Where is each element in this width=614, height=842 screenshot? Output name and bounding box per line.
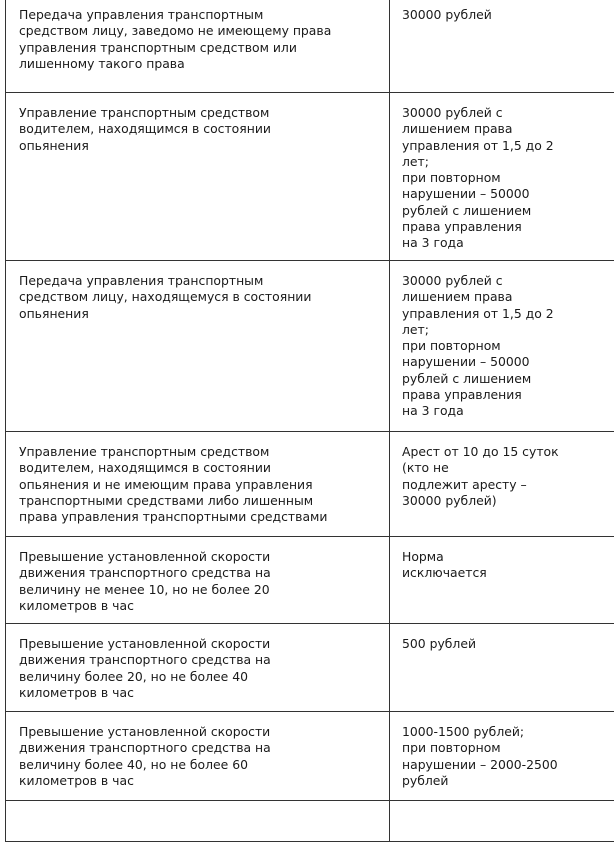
offense-cell: Превышение установленной скорости движения транспортного средства на величину не менее 10, но не более 20 километров в час [6,537,390,624]
table-row [6,0,614,93]
table-row [6,93,614,261]
fines-table [5,0,614,842]
offense-cell: Управление транспортным средством водителем, находящимся в состоянии опьянения и не имеющим права управления транспортными средствами либо лишенным права управления транспортными средствами [6,432,390,537]
offense-cell [6,801,390,842]
penalty-cell: 500 рублей [390,624,614,712]
penalty-cell: 30000 рублей с лишением права управления от 1,5 до 2 лет; при повторном нарушении – 50000 рублей с лишением права управления на 3 года [390,93,614,261]
offense-cell: Передача управления транспортным средством лицу, находящемуся в состоянии опьянения [6,261,390,432]
offense-cell: Превышение установленной скорости движения транспортного средства на величину более 40, но не более 60 километров в час [6,712,390,801]
penalty-cell: 30000 рублей [390,0,614,93]
table-row [6,537,614,624]
table-row [6,432,614,537]
penalty-cell: 30000 рублей с лишением права управления от 1,5 до 2 лет; при повторном нарушении – 50000 рублей с лишением права управления на 3 года [390,261,614,432]
table-row [6,624,614,712]
penalty-cell: 1000-1500 рублей; при повторном нарушении – 2000-2500 рублей [390,712,614,801]
offense-cell: Превышение установленной скорости движения транспортного средства на величину более 20, но не более 40 километров в час [6,624,390,712]
penalty-cell: Норма исключается [390,537,614,624]
penalty-cell [390,801,614,842]
offense-cell: Управление транспортным средством водителем, находящимся в состоянии опьянения [6,93,390,261]
table-row [6,261,614,432]
table-row [6,712,614,801]
offense-cell: Передача управления транспортным средством лицу, заведомо не имеющему права управления транспортным средством или лишенному такого права [6,0,390,93]
table-row [6,801,614,842]
penalty-cell: Арест от 10 до 15 суток (кто не подлежит аресту – 30000 рублей) [390,432,614,537]
